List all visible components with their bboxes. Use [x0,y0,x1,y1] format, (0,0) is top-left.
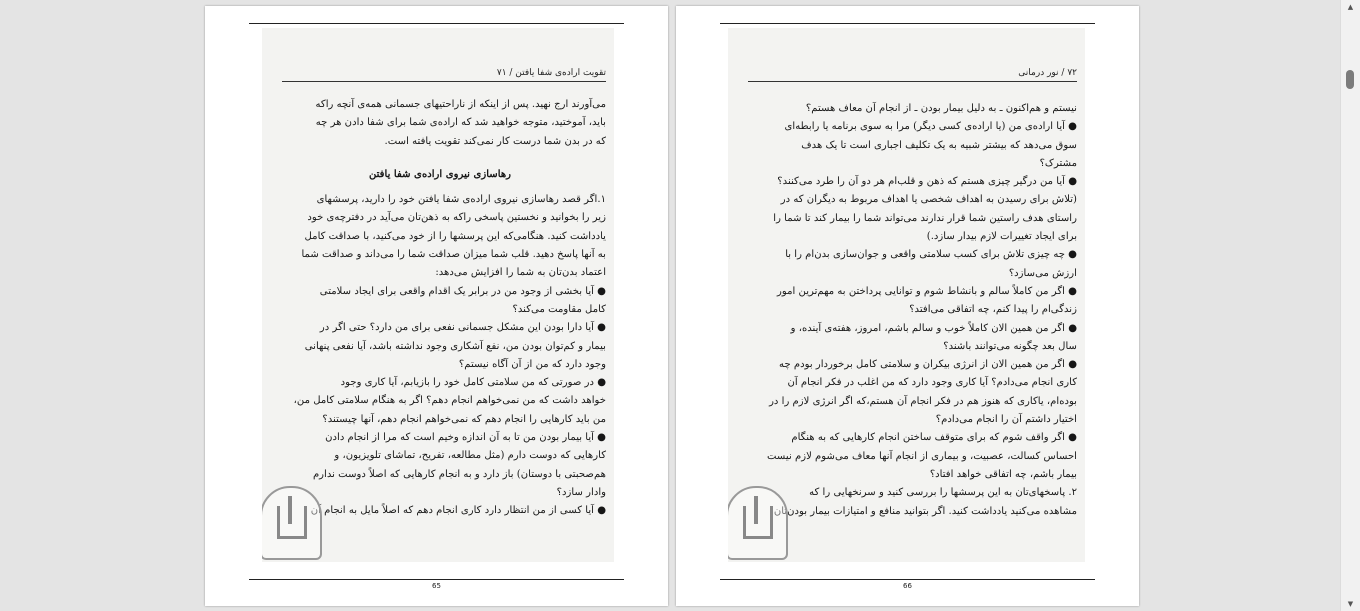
running-head [748,68,1077,82]
text-line: ● آیا بخشی از وجود من در برابر یک اقدام واقعی برای ایجاد سلامتی [319,285,606,297]
text-line: زندگی‌ام را پیدا کنم، چه اتفاقی می‌افتد؟ [909,304,1077,316]
text-line: ۱.اگر قصد رهاسازی نیروی اراده‌ی شفا یافتن خود را دارید، پرسشهای [316,194,606,206]
text-line: ● آیا بیمار بودن من تا به آن اندازه وخیم است که مرا از انجام دادن [325,432,606,444]
text-line: سوق می‌دهد که بیشتر شبیه به یک تکلیف اجباری است تا یک هدف [801,139,1077,151]
text-line: اعتماد بدن‌تان به شما را افزایش می‌دهد: [435,267,606,279]
text-line: احساس کسالت، عصبیت، و بیماری از انجام آنها معاف می‌شوم لازم نیست [766,450,1077,462]
text-line: مشترک؟ [1039,157,1077,169]
text-line: بیمار و کم‌توان بودن من، نفع آشکاری وجود نداشته باشد، آیا نفعی پنهانی [304,340,606,352]
text-line: ● آیا دارا بودن این مشکل جسمانی نفعی برای من دارد؟ حتی اگر در [319,322,606,334]
footer-rule [249,579,624,580]
text-line: کارهایی که دوست دارم (مثل مطالعه، تفریح، تماشای تلویزیون، و [334,450,606,462]
vertical-scrollbar[interactable] [1340,0,1360,611]
text-line: بوده‌ام، یاکاری که هنوز هم در فکر انجام آن هستم،که اگر انرژی لازم را در [769,395,1077,407]
text-line: بیمار باشم، چه اتفاقی خواهد افتاد؟ [929,468,1077,480]
text-line: ● چه چیزی تلاش برای کسب سلامتی واقعی و جوان‌سازی بدن‌ام را با [785,249,1077,261]
text-line: سال بعد چگونه می‌توانند باشند؟ [943,340,1077,352]
header-rule [249,23,624,24]
text-line: باید، آموختید، متوجه خواهید شد که اراده‌ی شما برای شفا دادن هر چه [315,117,606,129]
scanned-page-image [728,28,1085,562]
text-line: ● آیا اراده‌ی من (یا اراده‌ی کسی دیگر) مرا به سوی برنامه یا رابطه‌ای [784,121,1077,133]
text-line: کامل مقاومت می‌کند؟ [512,303,606,315]
text-line: وادار سازد؟ [556,486,606,498]
text-line: ● اگر من همین الان کاملاً خوب و سالم باشم، امروز، هفته‌ی آینده، و [790,322,1077,334]
text-line: می‌آورند ارج نهید. پس از اینکه از ناراحتیهای جسمانی همه‌ی آنچه راکه [315,99,606,110]
text-line: من باید کارهایی را انجام دهم که نمی‌خواهم انجام دهم، آنها چیستند؟ [322,413,606,425]
scroll-down-arrow-icon[interactable]: ▼ [1347,600,1354,608]
text-line: یادداشت کنید. هنگامی‌که این پرسشها را از خود می‌کنید، با صداقت کامل [304,230,606,242]
running-head [282,68,606,82]
header-rule [720,23,1095,24]
running-head-text: ۷۲ / نور درمانی [1018,68,1077,78]
page-body [274,96,606,521]
text-line: نیستم و هم‌اکنون ـ به دلیل بیمار بودن ـ از انجام آن معاف هستم؟ [805,103,1077,114]
page-65 [205,6,668,606]
text-line: ۲. پاسخهای‌تان به این پرسشها را بررسی کنید و سرنخهایی را که [809,487,1077,499]
page-body [740,100,1077,521]
page-number: 65 [432,582,441,590]
text-line: که در بدن شما درست کار نمی‌کند تقویت یافته است. [384,135,606,147]
text-line: کاری انجام می‌دادم؟ آیا کاری وجود دارد که من اغلب در فکر انجام آن [787,377,1077,389]
text-line: ● آیا کسی از من انتظار دارد کاری انجام دهم که اصلاً مایل به انجام آن [310,505,606,517]
page-66 [676,6,1139,606]
text-line: به آنها پاسخ دهید. قلب شما میزان صداقت شما را می‌داند و صداقت شما [301,249,606,261]
running-head-text: تقویت اراده‌ی شفا یافتن / ۷۱ [496,68,606,78]
scrollbar-thumb[interactable] [1346,70,1354,89]
text-line: خواهد داشت که من نمی‌خواهم انجام دهم؟ اگر به هنگام سلامتی کامل من، [293,395,606,407]
text-line: هم‌صحبتی با دوستان) باز دارد و به انجام کارهایی که اصلاً دوست ندارم [312,468,606,480]
scroll-up-arrow-icon[interactable]: ▲ [1347,3,1354,11]
text-line: ● اگر من همین الان از انرژی بیکران و سلامتی کامل برخوردار بودم چه [779,359,1077,371]
text-line: زیر را بخوانید و نخستین پاسخی راکه به ذهن‌تان می‌آید در دفترچه‌ی خود [307,212,606,224]
page-number: 66 [903,582,912,590]
library-seal-stamp [728,486,788,560]
scanned-page-image [262,28,614,562]
text-line: ● در صورتی که من سلامتی کامل خود را بازیابم، آیا کاری وجود [340,377,606,389]
text-line: ارزش می‌سازد؟ [1008,267,1077,279]
text-line: برای ایجاد تغییرات لازم بیدار سازد.) [926,231,1077,243]
footer-rule [720,579,1095,580]
text-line: (تلاش برای رسیدن به اهداف شخصی یا اهداف مربوط به دیگران که در [780,194,1077,206]
text-line: ● اگر من کاملاً سالم و بانشاط شوم و توانایی پرداختن به مهم‌ترین امور [777,285,1077,297]
library-seal-stamp [262,486,322,560]
text-line: وجود دارد که من از آن آگاه نیستم؟ [458,358,606,370]
text-line: ● آیا من درگیر چیزی هستم که ذهن و قلب‌ام هر دو آن را طرد می‌کنند؟ [777,176,1077,188]
section-heading: رهاسازی نیروی اراده‌ی شفا یافتن [368,168,512,180]
text-line: اختیار داشتم آن را انجام می‌دادم؟ [935,414,1077,426]
text-line: مشاهده می‌کنید یادداشت کنید. اگر بتوانید منافع و امتیازات بیمار بودن‌تان [773,505,1077,517]
text-line: ● اگر واقف شوم که برای متوقف ساختن انجام کارهایی که به هنگام [791,432,1077,444]
text-line: راستای هدف راستین شما قرار ندارند می‌تواند شما را بیمار کند تا شما را [773,212,1077,224]
